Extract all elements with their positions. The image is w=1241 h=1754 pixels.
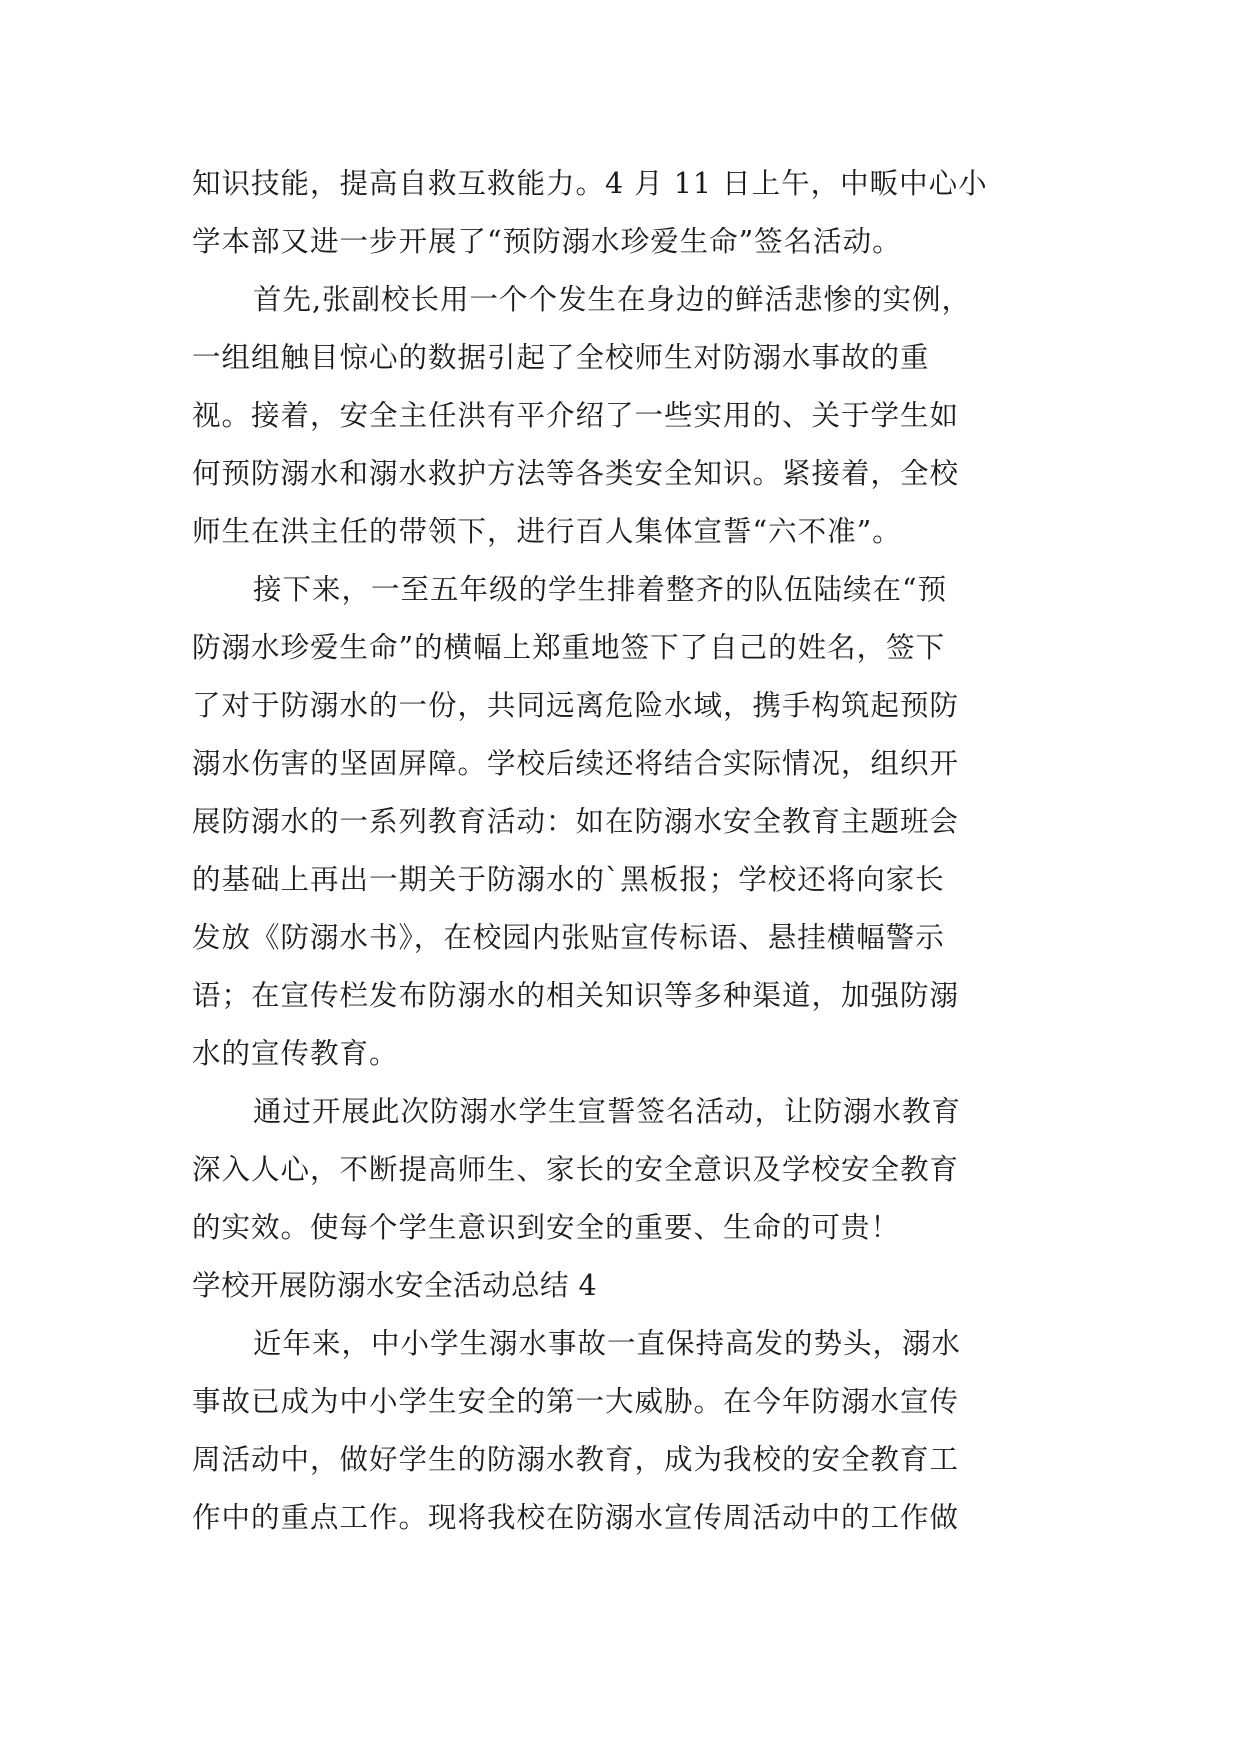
text-line: 水的宣传教育。 — [192, 1037, 399, 1070]
text-line: 何预防溺水和溺水救护方法等各类安全知识。紧接着，全校 — [192, 457, 960, 490]
text-line: 作中的重点工作。现将我校在防溺水宣传周活动中的工作做 — [192, 1501, 960, 1534]
paragraph-start-line: 通过开展此次防溺水学生宣誓签名活动，让防溺水教育 — [253, 1095, 962, 1128]
text-line: 周活动中，做好学生的防溺水教育，成为我校的安全教育工 — [192, 1443, 960, 1476]
text-line: 了对于防溺水的一份，共同远离危险水域，携手构筑起预防 — [192, 689, 960, 722]
text-line: 视。接着，安全主任洪有平介绍了一些实用的、关于学生如 — [192, 399, 960, 432]
text-line: 发放《防溺水书》，在校园内张贴宣传标语、悬挂横幅警示 — [192, 921, 945, 954]
paragraph-start-line: 接下来，一至五年级的学生排着整齐的队伍陆续在“预 — [253, 573, 948, 606]
text-line: 知识技能，提高自救互救能力。4 月 11 日上午，中畈中心小 — [192, 167, 988, 200]
text-line: 一组组触目惊心的数据引起了全校师生对防溺水事故的重 — [192, 341, 930, 374]
text-line: 事故已成为中小学生安全的第一大威胁。在今年防溺水宣传 — [192, 1385, 960, 1418]
text-line: 语；在宣传栏发布防溺水的相关知识等多种渠道，加强防溺 — [192, 979, 960, 1012]
text-line: 展防溺水的一系列教育活动：如在防溺水安全教育主题班会 — [192, 805, 960, 838]
text-line: 的实效。使每个学生意识到安全的重要、生命的可贵！ — [192, 1211, 901, 1244]
document-body — [192, 155, 1072, 1547]
text-line: 防溺水珍爱生命”的横幅上郑重地签下了自己的姓名，签下 — [192, 631, 946, 664]
section-heading: 学校开展防溺水安全活动总结 4 — [192, 1269, 598, 1302]
paragraph-start-line: 首先,张副校长用一个个发生在身边的鲜活悲惨的实例， — [253, 283, 972, 316]
text-line: 师生在洪主任的带领下，进行百人集体宣誓“六不准”。 — [192, 515, 902, 548]
text-line: 溺水伤害的坚固屏障。学校后续还将结合实际情况，组织开 — [192, 747, 960, 780]
text-line: 学本部又进一步开展了“预防溺水珍爱生命”签名活动。 — [192, 225, 902, 258]
paragraph-start-line: 近年来，中小学生溺水事故一直保持高发的势头，溺水 — [253, 1327, 962, 1360]
text-line: 深入人心，不断提高师生、家长的安全意识及学校安全教育 — [192, 1153, 960, 1186]
text-line: 的基础上再出一期关于防溺水的`黑板报；学校还将向家长 — [192, 863, 945, 896]
